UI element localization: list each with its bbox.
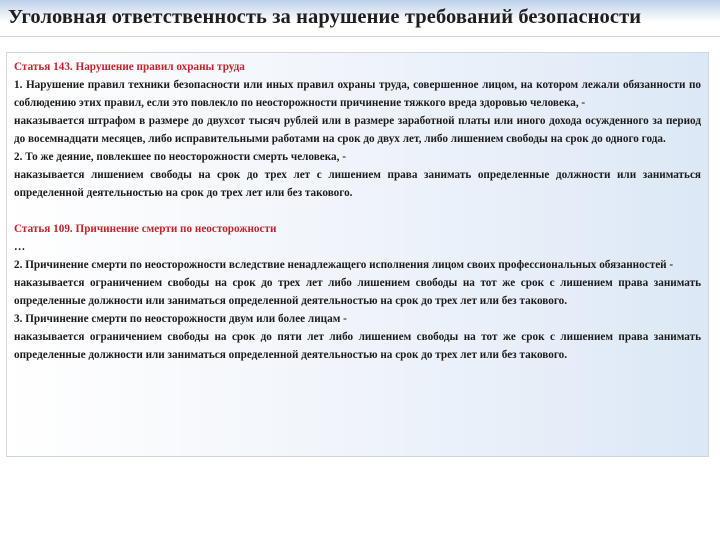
- article-109-punishment-2: наказывается ограничением свободы на срок до трех лет либо лишением свободы на тот же срок с лишением права занимать определенные должности или заниматься определенной деятельностью на срок до трех лет или без такового.: [14, 277, 701, 307]
- article-109-heading: Статья 109. Причинение смерти по неосторожности: [14, 223, 277, 235]
- article-109-part-2: 2. Причинение смерти по неосторожности вследствие ненадлежащего исполнения лицом своих профессиональных обязанностей -: [14, 259, 674, 271]
- article-109-part-3: 3. Причинение смерти по неосторожности двум или более лицам -: [14, 313, 347, 325]
- article-143-section: [14, 58, 701, 202]
- article-143-punishment-2: наказывается лишением свободы на срок до трех лет с лишением права занимать определенные должности или заниматься определенной деятельностью на срок до трех лет или без такового.: [14, 169, 701, 199]
- article-143-part-1: 1. Нарушение правил техники безопасности или иных правил охраны труда, совершенное лицом, на котором лежали обязанности по соблюдению этих правил, если это повлекло по неосторожности причинение тяжкого вреда здоровью человека, -: [14, 79, 701, 109]
- article-109-section: [14, 220, 701, 364]
- article-143-punishment-1: наказывается штрафом в размере до двухсот тысяч рублей или в размере заработной платы или иного дохода осужденного за период до восемнадцати месяцев, либо исправительными работами на срок до двух лет, либо лишением свободы на срок до одного года.: [14, 115, 701, 145]
- title-bar: [0, 0, 720, 37]
- content-box: [6, 52, 709, 457]
- article-143-part-2: 2. То же деяние, повлекшее по неосторожности смерть человека, -: [14, 151, 346, 163]
- article-143-heading: Статья 143. Нарушение правил охраны труда: [14, 61, 245, 73]
- article-109-punishment-3: наказывается ограничением свободы на срок до пяти лет либо лишением свободы на тот же срок с лишением права занимать определенные должности или заниматься определенной деятельностью на срок до трех лет или без такового.: [14, 331, 701, 361]
- slide-title: Уголовная ответственность за нарушение требований безопасности: [8, 6, 642, 28]
- article-109-ellipsis: …: [14, 241, 26, 253]
- section-gap: [14, 202, 701, 220]
